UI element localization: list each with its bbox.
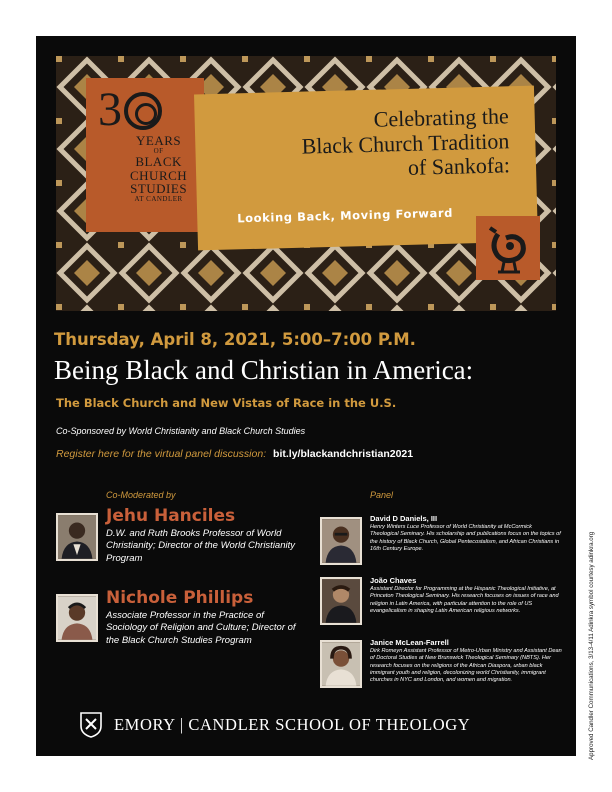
panelist-bio: Henry Winters Luce Professor of World Christianity at McCormick Theological Seminary. His scholarship and publications focus on the topics of the history of Black Church, Global Pentecostalism, and African Christians in 16th Century Europe. xyxy=(370,524,561,552)
footer-text: EMORY | CANDLER SCHOOL OF THEOLOGY xyxy=(114,715,471,734)
moderator-name: Jehu Hanciles xyxy=(106,506,236,526)
avatar xyxy=(56,513,98,561)
moderator-title: Associate Professor in the Practice of Sociology of Religion and Culture; Director of the Black Church Studies Program xyxy=(106,610,296,646)
emory-shield-icon xyxy=(80,712,102,738)
avatar xyxy=(320,517,362,565)
panelist-name: David D Daniels, III xyxy=(370,514,438,523)
moderator-title: D.W. and Ruth Brooks Professor of World Christianity; Director of the World Christianity Program xyxy=(106,528,295,564)
event-subtitle: The Black Church and New Vistas of Race in the U.S. xyxy=(56,396,397,410)
event-title: Being Black and Christian in America: xyxy=(54,355,474,385)
sankofa-bird-icon xyxy=(476,216,540,280)
adinkra-symbol-icon xyxy=(124,92,162,130)
panelist-name: Janice McLean-Farrell xyxy=(370,638,449,647)
panelist-bio: Assistant Director for Programming at the Hispanic Theological Initiative, at Princeton Theological Seminary. His research focuses on issues of race and religion in Latin America, with particular attention to the role of US evangelicalism in shaping Latin American religious networks. xyxy=(370,586,559,614)
poster xyxy=(36,36,576,756)
register-line xyxy=(56,448,413,460)
anniversary-badge xyxy=(86,78,204,232)
avatar xyxy=(320,577,362,625)
side-credit: Approved Candler Communications, 3/13-4/11 Adinkra symbol courtesy adinkra.org xyxy=(588,531,595,760)
banner-tagline: Looking Back, Moving Forward xyxy=(237,205,454,226)
register-label: Register here for the virtual panel discussion: xyxy=(56,448,267,460)
panelist-bio: Dirk Romeyn Assistant Professor of Metro-Urban Ministry and Assistant Dean of Doctoral Studies at New Brunswick Theological Seminary (NBTS). Her research focuses on the religions of the African Diaspora, urban black immigrant youth and religion, decolonizing world Christianity, immigrant churches in NYC and London, and women and migration. xyxy=(370,648,562,684)
anniversary-number: 3 xyxy=(98,86,162,134)
moderator-name: Nichole Phillips xyxy=(106,588,254,608)
register-link[interactable]: bit.ly/blackandchristian2021 xyxy=(273,448,414,460)
panelist-name: João Chaves xyxy=(370,576,417,585)
anniversary-text: YEARS OF BLACK CHURCH STUDIES AT CANDLER xyxy=(130,133,188,203)
avatar xyxy=(56,594,98,642)
event-date: Thursday, April 8, 2021, 5:00–7:00 P.M. xyxy=(54,330,416,349)
banner-title: Celebrating the Black Church Tradition of Sankofa: xyxy=(301,103,511,181)
cosponsor-text: Co-Sponsored by World Christianity and Black Church Studies xyxy=(56,426,306,436)
footer xyxy=(80,710,470,740)
banner xyxy=(56,56,556,311)
comoderated-label: Co-Moderated by xyxy=(106,490,176,500)
panel-label: Panel xyxy=(370,490,394,500)
avatar xyxy=(320,640,362,688)
sankofa-badge xyxy=(476,216,540,280)
